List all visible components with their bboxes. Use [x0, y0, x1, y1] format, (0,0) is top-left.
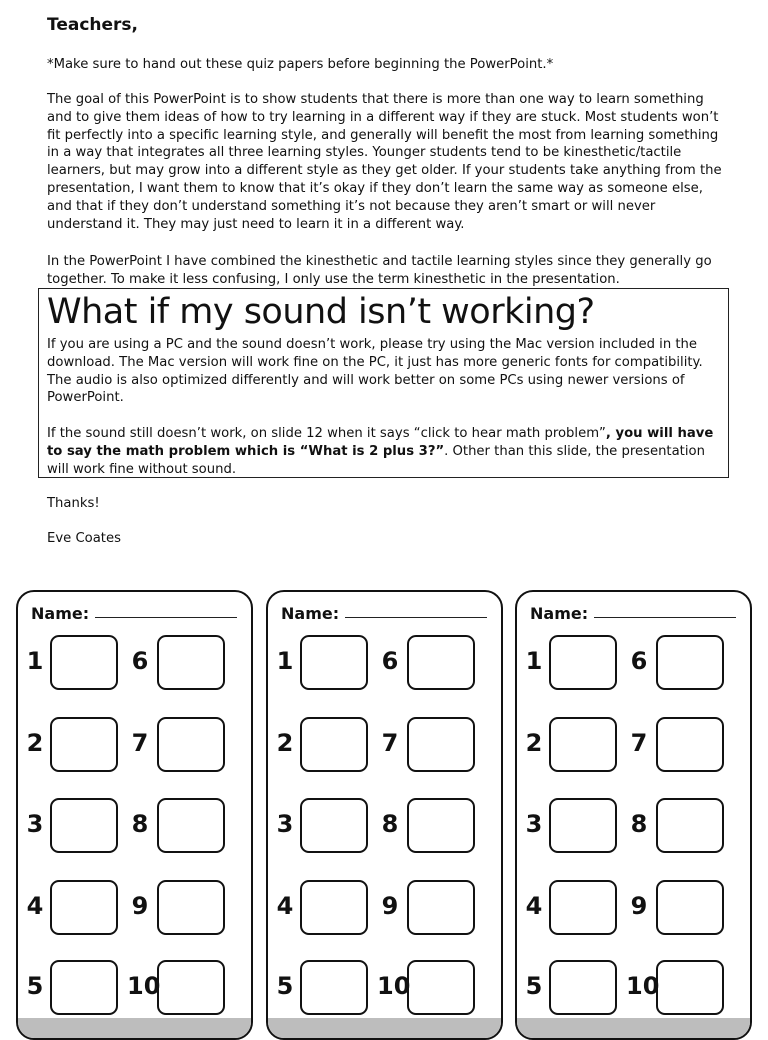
question-number: 4: [525, 892, 543, 920]
question-number: 3: [276, 810, 294, 838]
question-number: 9: [381, 892, 399, 920]
question-number: 9: [630, 892, 648, 920]
name-write-line[interactable]: [95, 617, 237, 618]
question-number: 2: [525, 729, 543, 757]
question-number: 8: [381, 810, 399, 838]
question-number: 4: [26, 892, 44, 920]
goal-paragraph: The goal of this PowerPoint is to show students that there is more than one way to learn something and to give them ideas of how to try learning in a different way if they are stuck. Most students won’t fit perfectly into a specific learning style, and generally will benefit the most from learning something in a way that integrates all three learning styles. Younger students tend to be kinesthetic/tactile learners, but may grow into a different style as they get older. If your students take anything from the presentation, I want them to know that it’s okay if they don’t learn the same way as someone else, and that if they don’t understand something it’s not because they aren’t smart or will never understand it. They may just need to learn it in a different way.: [47, 92, 722, 232]
question-number: 1: [26, 647, 44, 675]
question-number: 10: [127, 972, 161, 1000]
question-number: 7: [381, 729, 399, 757]
question-number: 1: [276, 647, 294, 675]
question-number: 6: [630, 647, 648, 675]
answer-box[interactable]: [300, 717, 368, 772]
answer-box[interactable]: [407, 635, 475, 690]
quiz-card: [16, 590, 253, 1040]
question-number: 10: [377, 972, 411, 1000]
question-number: 4: [276, 892, 294, 920]
answer-box[interactable]: [50, 960, 118, 1015]
answer-box[interactable]: [656, 717, 724, 772]
answer-box[interactable]: [656, 960, 724, 1015]
answer-box[interactable]: [50, 717, 118, 772]
card-name-label: Name:: [31, 604, 90, 623]
card-footer-bar: [18, 1018, 251, 1038]
powerpoint-paragraph: In the PowerPoint I have combined the kinesthetic and tactile learning styles since they generally go together. To make it less confusing, I only use the term kinesthetic in the presentation.: [47, 254, 712, 287]
question-number: 3: [26, 810, 44, 838]
question-number: 5: [276, 972, 294, 1000]
sound-help-text-start: If the sound still doesn’t work, on slide 12 when it says “click to hear math problem”: [47, 426, 606, 442]
answer-box[interactable]: [157, 717, 225, 772]
answer-box[interactable]: [549, 635, 617, 690]
question-number: 6: [131, 647, 149, 675]
card-name-label: Name:: [281, 604, 340, 623]
answer-box[interactable]: [300, 960, 368, 1015]
answer-box[interactable]: [549, 880, 617, 935]
answer-box[interactable]: [549, 798, 617, 853]
thanks-text: Thanks!: [47, 496, 100, 511]
answer-box[interactable]: [656, 798, 724, 853]
sound-help-text-end: . Other than this slide, the presentation will work fine without sound.: [47, 443, 705, 477]
answer-box[interactable]: [157, 880, 225, 935]
question-number: 9: [131, 892, 149, 920]
answer-box[interactable]: [157, 960, 225, 1015]
card-footer-bar: [517, 1018, 750, 1038]
answer-box[interactable]: [157, 798, 225, 853]
answer-box[interactable]: [50, 798, 118, 853]
quiz-card: [515, 590, 752, 1040]
sound-help-box: [38, 288, 729, 478]
question-number: 8: [131, 810, 149, 838]
question-number: 5: [525, 972, 543, 1000]
answer-box[interactable]: [300, 798, 368, 853]
question-number: 7: [630, 729, 648, 757]
sound-help-text-bold: , you will have to say the math problem which is “What is 2 plus 3?”: [47, 426, 714, 459]
answer-box[interactable]: [656, 635, 724, 690]
answer-box[interactable]: [407, 717, 475, 772]
answer-box[interactable]: [407, 880, 475, 935]
answer-box[interactable]: [50, 635, 118, 690]
answer-box[interactable]: [549, 960, 617, 1015]
sound-help-paragraph-2: [47, 425, 720, 478]
question-number: 3: [525, 810, 543, 838]
signature-text: Eve Coates: [47, 531, 121, 546]
question-number: 2: [26, 729, 44, 757]
question-number: 8: [630, 810, 648, 838]
name-write-line[interactable]: [345, 617, 487, 618]
answer-box[interactable]: [549, 717, 617, 772]
answer-box[interactable]: [407, 960, 475, 1015]
answer-box[interactable]: [50, 880, 118, 935]
question-number: 2: [276, 729, 294, 757]
quiz-card: [266, 590, 503, 1040]
answer-box[interactable]: [656, 880, 724, 935]
card-name-label: Name:: [530, 604, 589, 623]
answer-box[interactable]: [300, 635, 368, 690]
question-number: 7: [131, 729, 149, 757]
question-number: 1: [525, 647, 543, 675]
name-write-line[interactable]: [594, 617, 736, 618]
question-number: 5: [26, 972, 44, 1000]
answer-box[interactable]: [407, 798, 475, 853]
question-number: 6: [381, 647, 399, 675]
letter-heading: Teachers,: [47, 15, 139, 35]
quiz-note: *Make sure to hand out these quiz papers before beginning the PowerPoint.*: [47, 57, 554, 72]
answer-box[interactable]: [157, 635, 225, 690]
card-footer-bar: [268, 1018, 501, 1038]
question-number: 10: [626, 972, 660, 1000]
answer-box[interactable]: [300, 880, 368, 935]
sound-help-title: What if my sound isn’t working?: [47, 292, 595, 332]
sound-help-paragraph-1: If you are using a PC and the sound doesn’t work, please try using the Mac version included in the download. The Mac version will work fine on the PC, it just has more generic fonts for compatibility. The audio is also optimized differently and will work better on some PCs using newer versions of PowerPoint.: [47, 337, 703, 406]
